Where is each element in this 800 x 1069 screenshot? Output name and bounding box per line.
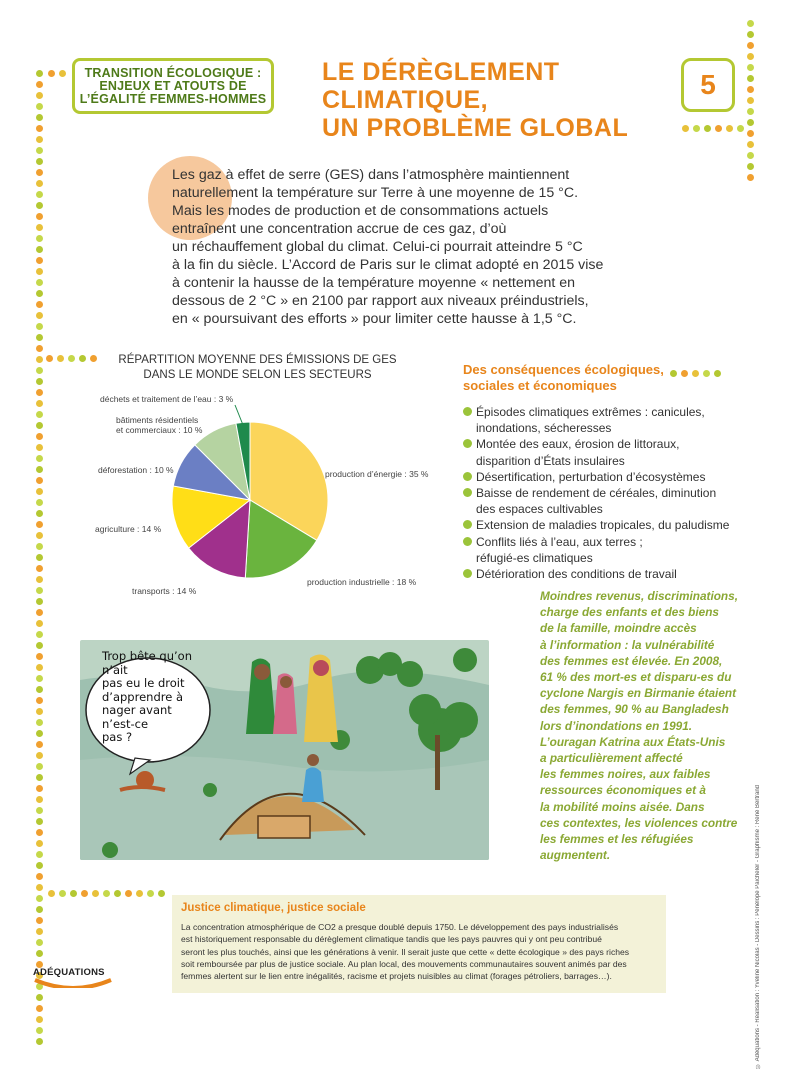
justice-box-title: Justice climatique, justice sociale [181, 902, 366, 914]
consequence-item [463, 404, 748, 436]
decoration-dot [747, 64, 754, 71]
intro-line: en « poursuivant des efforts » pour limiter cette hausse à 1,5 °C. [172, 311, 577, 327]
decoration-dot [36, 411, 43, 418]
decoration-dot [70, 890, 77, 897]
decoration-dot [36, 125, 43, 132]
decoration-dot [692, 370, 699, 377]
quote-line: à l’information : la vulnérabilité [540, 637, 715, 652]
decoration-dot [747, 163, 754, 170]
quote-line: ressources économiques et à [540, 783, 706, 798]
decoration-dot [36, 521, 43, 528]
pie-slice-label: production industrielle : 18 % [307, 577, 417, 587]
decoration-dot [36, 213, 43, 220]
decoration-dot [747, 20, 754, 27]
decoration-dot [747, 31, 754, 38]
pie-slice-label: production d’énergie : 35 % [325, 469, 429, 479]
consequence-item-line: Baisse de rendement de céréales, diminution [476, 486, 717, 501]
decoration-dot [36, 378, 43, 385]
decoration-dot [36, 433, 43, 440]
decoration-dot [36, 422, 43, 429]
decoration-dot [747, 97, 754, 104]
quote-line: cyclone Nargis en Birmanie étaient [540, 686, 737, 701]
decoration-dot [36, 224, 43, 231]
decoration-dot [36, 741, 43, 748]
quote-line: ces contextes, les violences contre [540, 815, 738, 830]
decoration-dot [36, 1016, 43, 1023]
consequence-item [463, 534, 748, 566]
pie-slice-label: et commerciaux : 10 % [116, 425, 203, 435]
decoration-dot [57, 355, 64, 362]
bullet-dot-icon [463, 537, 472, 546]
decoration-dot [36, 345, 43, 352]
decoration-dot [715, 125, 722, 132]
quote-line: des femmes est élevée. En 2008, [540, 653, 723, 668]
decoration-dot [682, 125, 689, 132]
decoration-dot [36, 796, 43, 803]
quote-line: les femmes noires, aux faibles [540, 767, 711, 782]
justice-box-line: est historiquement responsable du dérèglement climatique tandis que les pays pauvres qui y ont peu contribué [181, 934, 602, 945]
intro-line: à contenir la hausse de la température moyenne « nettement en [172, 275, 576, 291]
pie-slice-label: déchets et traitement de l’eau : 3 % [100, 394, 234, 404]
chart-title [100, 353, 415, 383]
decoration-dot [36, 400, 43, 407]
pie-slice-label: déforestation : 10 % [98, 465, 174, 475]
speech-line: nager avant [102, 703, 172, 717]
justice-box-line: La concentration atmosphérique de CO2 a presque doublé depuis 1750. Le développement des pays industrialisés [181, 922, 619, 932]
decoration-dot [36, 939, 43, 946]
decoration-dot [36, 1038, 43, 1045]
decoration-dot [125, 890, 132, 897]
decoration-dot [59, 70, 66, 77]
decoration-dot [136, 890, 143, 897]
decoration-dot [36, 103, 43, 110]
decoration-dot [36, 301, 43, 308]
title-line-2: CLIMATIQUE, [322, 86, 489, 114]
decoration-dot [36, 642, 43, 649]
consequence-item [463, 469, 748, 485]
decoration-dot [36, 950, 43, 957]
speech-bubble-text [102, 650, 212, 745]
decoration-dot [36, 499, 43, 506]
decoration-dot [36, 851, 43, 858]
quote-line: a particulièrement affecté [540, 751, 683, 766]
decoration-dot [737, 125, 744, 132]
intro-line: naturellement la température sur Terre à une moyenne de 15 °C. [172, 185, 579, 201]
tag-line-3: L’ÉGALITÉ FEMMES-HOMMES [79, 91, 267, 106]
consequences-title-line-2: sociales et économiques [463, 378, 617, 393]
decoration-dot [36, 862, 43, 869]
bullet-dot-icon [463, 520, 472, 529]
decoration-dot [59, 890, 66, 897]
decoration-dot [90, 355, 97, 362]
consequence-item [463, 436, 748, 468]
decoration-dot [68, 355, 75, 362]
decoration-dot [36, 994, 43, 1001]
decoration-dot [36, 807, 43, 814]
chart-title-line-1: RÉPARTITION MOYENNE DES ÉMISSIONS DE GES [118, 354, 397, 366]
consequence-item-line: Épisodes climatiques extrêmes : canicules, [476, 405, 705, 419]
decoration-dot [36, 169, 43, 176]
decoration-dot [693, 125, 700, 132]
decoration-dot [703, 370, 710, 377]
decoration-dot [747, 174, 754, 181]
decoration-dot [147, 890, 154, 897]
decoration-dot [36, 752, 43, 759]
decoration-dot [81, 890, 88, 897]
decoration-dot [103, 890, 110, 897]
speech-line: d’apprendre à [102, 689, 183, 704]
decoration-dot [36, 928, 43, 935]
decoration-dot [36, 653, 43, 660]
speech-line: n’est-ce [102, 716, 149, 731]
intro-line: dessous de 2 °C » en 2100 par rapport aux niveaux préindustriels, [172, 293, 589, 309]
quote-line: des femmes, 90 % au Bangladesh [540, 702, 729, 717]
decoration-dot [36, 290, 43, 297]
speech-line: Trop bête qu’on n’ait [102, 649, 192, 677]
quote-line: Moindres revenus, discriminations, [540, 589, 738, 603]
decoration-dot [36, 323, 43, 330]
justice-box-line: seront les plus touchés, ainsi que les générations à venir. Il serait juste que cette « dette écologique » des pays riches [181, 946, 630, 957]
consequence-item [463, 517, 748, 533]
decoration-dot [36, 1027, 43, 1034]
decoration-dot [747, 86, 754, 93]
speech-line: pas eu le droit [102, 676, 185, 690]
decoration-dot [747, 42, 754, 49]
consequences-list [463, 404, 748, 582]
consequence-item-line: des espaces cultivables [476, 502, 603, 517]
decoration-dot [36, 675, 43, 682]
justice-box-text [181, 921, 659, 982]
consequence-item-line: Montée des eaux, érosion de littoraux, [476, 437, 680, 452]
decoration-dot [36, 510, 43, 517]
decoration-dot [36, 829, 43, 836]
pie-slice-label: agriculture : 14 % [95, 524, 162, 534]
decoration-dot [36, 257, 43, 264]
decoration-dot [36, 466, 43, 473]
chart-title-line-2: DANS LE MONDE SELON LES SECTEURS [143, 369, 372, 381]
decoration-dot [36, 70, 43, 77]
consequence-item-line: Extension de maladies tropicales, du paludisme [476, 518, 730, 533]
decoration-dot [36, 785, 43, 792]
decoration-dot [36, 565, 43, 572]
quote-line: la mobilité moins aisée. Dans [540, 799, 705, 814]
justice-box-line: soit remboursée par plus de justice sociale. Au plan local, des mouvements communautaires souvent animés par des [181, 958, 627, 969]
quote-line: 61 % des mort-es et disparu-es du [540, 670, 732, 685]
decoration-dot [36, 455, 43, 462]
decoration-dot [670, 370, 677, 377]
page-title [322, 58, 628, 142]
decoration-dot [747, 152, 754, 159]
consequence-item-line: réfugié-es climatiques [476, 550, 593, 565]
consequence-item [463, 566, 748, 582]
decoration-dot [36, 114, 43, 121]
decoration-dot [48, 890, 55, 897]
decoration-dot [36, 1005, 43, 1012]
bullet-dot-icon [463, 569, 472, 578]
decoration-dot [36, 686, 43, 693]
consequence-item-line: inondations, sécheresses [476, 421, 612, 436]
decoration-dot [36, 631, 43, 638]
quote-line: lors d’inondations en 1991. [540, 718, 693, 733]
decoration-dot [36, 730, 43, 737]
decoration-dot [36, 180, 43, 187]
decoration-dot [36, 697, 43, 704]
decoration-dot [36, 664, 43, 671]
decoration-dot [36, 147, 43, 154]
decoration-dot [36, 444, 43, 451]
justice-box-line: femmes alertent sur le lien entre inégalités, racisme et projets nuisibles au climat (forages pétroliers, barrages…). [181, 971, 612, 982]
decoration-dot [48, 70, 55, 77]
decoration-dot [36, 554, 43, 561]
quote-line: de la famille, moindre accès [540, 621, 697, 636]
intro-line: entraînent une concentration accrue de ces gaz, d’où [172, 221, 507, 237]
decoration-dot [36, 598, 43, 605]
decoration-dot [747, 119, 754, 126]
decoration-dot [92, 890, 99, 897]
decoration-dot [36, 840, 43, 847]
consequence-item-line: Détérioration des conditions de travail [476, 567, 677, 582]
page-number: 5 [681, 58, 735, 112]
decoration-dot [36, 587, 43, 594]
pie-leader-line [235, 405, 243, 425]
title-line-3: UN PROBLÈME GLOBAL [322, 114, 629, 142]
decoration-dot [747, 141, 754, 148]
decoration-dot [36, 279, 43, 286]
decoration-dot [114, 890, 121, 897]
decoration-dot [36, 532, 43, 539]
tag-line-2: ENJEUX ET ATOUTS DE [99, 78, 247, 93]
decoration-dot [36, 818, 43, 825]
decoration-dot [36, 884, 43, 891]
decoration-dot [747, 75, 754, 82]
decoration-dot [46, 355, 53, 362]
decoration-dot [704, 125, 711, 132]
decoration-dot [36, 367, 43, 374]
bullet-dot-icon [463, 439, 472, 448]
decoration-dot [36, 763, 43, 770]
decoration-dot [36, 873, 43, 880]
decoration-dot [36, 719, 43, 726]
section-tag-text [80, 67, 267, 106]
decoration-dot [36, 92, 43, 99]
decoration-dot [36, 191, 43, 198]
consequence-item-line: Désertification, perturbation d’écosystèmes [476, 469, 706, 484]
decoration-dot [158, 890, 165, 897]
pie-slice-label: transports : 14 % [132, 586, 197, 596]
decoration-dot [36, 917, 43, 924]
decoration-dot [36, 488, 43, 495]
intro-line: un réchauffement global du climat. Celui-ci pourrait atteindre 5 °C [172, 239, 583, 255]
decoration-dot [36, 81, 43, 88]
decoration-dot [36, 136, 43, 143]
decoration-dot [36, 312, 43, 319]
consequence-item-line: Conflits liés à l’eau, aux terres ; [476, 534, 643, 549]
decoration-dot [681, 370, 688, 377]
decoration-dot [36, 477, 43, 484]
decoration-dot [36, 543, 43, 550]
quote-line: L’ouragan Katrina aux États-Unis [540, 734, 726, 749]
decoration-dot [36, 235, 43, 242]
decoration-dot [36, 389, 43, 396]
decoration-dot [36, 620, 43, 627]
tag-line-1: TRANSITION ÉCOLOGIQUE : [84, 65, 262, 80]
consequence-item [463, 485, 748, 517]
decoration-dot [79, 355, 86, 362]
vulnerability-quote [540, 588, 740, 863]
decoration-dot [36, 202, 43, 209]
decoration-dot [36, 334, 43, 341]
decoration-dot [36, 708, 43, 715]
pie-slice-label: bâtiments résidentiels [116, 415, 199, 425]
intro-line: Les gaz à effet de serre (GES) dans l’atmosphère maintiennent [172, 167, 570, 183]
bullet-dot-icon [463, 488, 472, 497]
adequations-logo-text: ADÉQUATIONS [33, 967, 105, 978]
decoration-dot [36, 609, 43, 616]
consequences-title-line-1: Des conséquences écologiques, [463, 362, 664, 377]
decoration-dot [36, 158, 43, 165]
decoration-dot [36, 246, 43, 253]
decoration-dot [714, 370, 721, 377]
decoration-dot [36, 268, 43, 275]
section-tag [72, 58, 274, 114]
decoration-dot [747, 108, 754, 115]
intro-paragraph [172, 166, 660, 328]
intro-line: Mais les modes de production et de consommations actuels [172, 203, 549, 219]
decoration-dot [747, 53, 754, 60]
decoration-dot [726, 125, 733, 132]
speech-line: pas ? [102, 730, 133, 744]
bullet-dot-icon [463, 407, 472, 416]
quote-line: les femmes et les réfugiées [540, 832, 694, 847]
decoration-dot [747, 130, 754, 137]
consequences-title [463, 362, 664, 394]
title-line-1: LE DÉRÈGLEMENT [322, 58, 560, 86]
decoration-dot [36, 576, 43, 583]
decoration-dot [36, 906, 43, 913]
bullet-dot-icon [463, 472, 472, 481]
credit-line: © Adéquations - Réalisation : Yveline Nicolas - Dessins : Pénélope Paicheler - Graphisme : René Bertrand [755, 785, 761, 1069]
consequence-item-line: disparition d’États insulaires [476, 453, 625, 468]
decoration-dot [36, 895, 43, 902]
intro-line: à la fin du siècle. L’Accord de Paris sur le climat adopté en 2015 vise [172, 257, 604, 273]
quote-line: augmentent. [540, 848, 611, 863]
decoration-dot [36, 356, 43, 363]
ges-pie-chart [80, 385, 450, 605]
quote-line: charge des enfants et des biens [540, 605, 719, 620]
decoration-dot [36, 774, 43, 781]
